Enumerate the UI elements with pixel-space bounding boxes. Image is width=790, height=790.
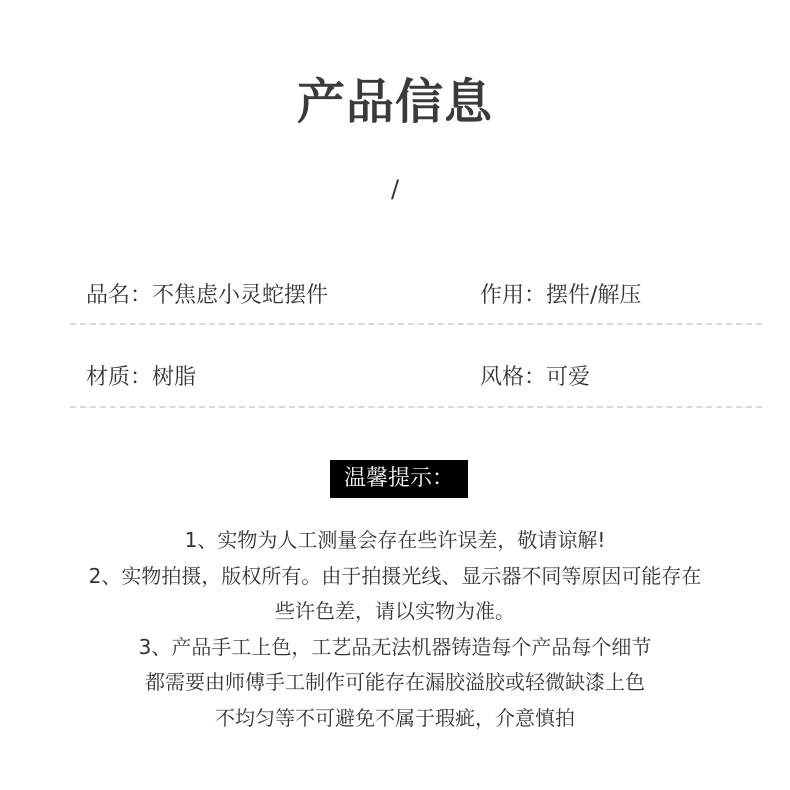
dashed-divider <box>70 323 762 325</box>
dashed-divider <box>70 406 762 408</box>
tip-line: 1、实物为人工测量会存在些许误差，敬请谅解! <box>184 528 606 552</box>
info-row-name-function <box>70 276 762 316</box>
tip-line: 些许色差，请以实物为准。 <box>275 599 515 623</box>
tip-line: 3、产品手工上色，工艺品无法机器铸造每个产品每个细节 <box>138 634 652 659</box>
tip-line: 不均匀等不可避免不属于瑕疵，介意慎拍 <box>215 705 575 730</box>
product-style-info: 风格：可爱 <box>480 365 591 390</box>
info-row-material-style <box>70 358 762 398</box>
page-title: 产品信息 <box>296 74 493 130</box>
tip-line: 2、实物拍摄，版权所有。由于拍摄光线、显示器不同等原因可能存在 <box>88 563 702 588</box>
product-material-info: 材质：树脂 <box>86 365 197 390</box>
tip-line: 都需要由师傅手工制作可能存在漏胶溢胶或轻微缺漆上色 <box>145 670 645 694</box>
title-divider-slash: / <box>390 175 400 203</box>
tips-badge: 温馨提示： <box>330 460 468 498</box>
product-function-info: 作用：摆件/解压 <box>480 283 642 308</box>
product-name-info: 品名：不焦虑小灵蛇摆件 <box>86 283 329 308</box>
tips-text-block <box>0 523 790 736</box>
